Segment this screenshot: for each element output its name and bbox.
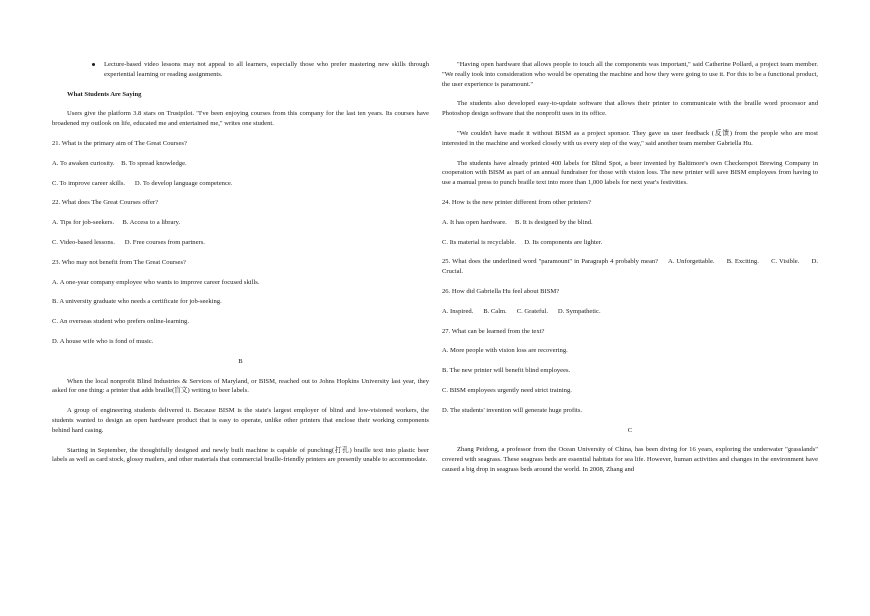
passage-b-paragraph-5: The students also developed easy-to-update software that allows their printer to communicate with the braille word processor and Photoshop design software that the nonprofit uses in its office. [442, 100, 818, 118]
question-27: 27. What can be learned from the text? [442, 327, 545, 335]
bullet-item [52, 60, 429, 80]
question-23-option-a: A. A one-year company employee who wants to improve career focused skills. [52, 278, 260, 286]
question-21: 21. What is the primary aim of The Great Courses? [52, 139, 187, 147]
section-heading: What Students Are Saying [67, 90, 142, 98]
passage-b-paragraph-1: When the local nonprofit Blind Industries & Services of Maryland, or BISM, reached out to Johns Hopkins University last year, they asked for one thing: a printer that adds braille(盲文) writing to beer labels. [52, 377, 429, 395]
question-21-options-cd: C. To improve career skills. D. To develop language competence. [52, 179, 233, 187]
paragraph-students: Users give the platform 3.8 stars on Trustpilot. "I've been enjoying courses from this company for the last ten years. Its courses have broadened my outlook on life, educated me and entertained me," writes one student. [52, 110, 429, 128]
section-label-b: B [238, 357, 243, 365]
question-27-option-a: A. More people with vision loss are recovering. [442, 347, 568, 355]
question-23-option-c: C. An overseas student who prefers online-learning. [52, 318, 189, 326]
bullet-dot-icon [92, 63, 95, 66]
passage-b-paragraph-3: Starting in September, the thoughtfully designed and newly built machine is capable of punching(打孔) braille text into plastic beer labels as well as card stock, glossy mailers, and other materials that commercial braille-friendly printers are presently unable to accommodate. [52, 446, 429, 464]
right-column [442, 60, 818, 485]
question-27-option-b: B. The new printer will benefit blind employees. [442, 367, 571, 375]
question-24: 24. How is the new printer different from other printers? [442, 198, 591, 206]
question-24-options-ab: A. It has open hardware. B. It is designed by the blind. [442, 218, 593, 226]
passage-b-paragraph-6: "We couldn't have made it without BISM as a project sponsor. They gave us user feedback (反馈) from the people who are most interested in the machine and worked closely with us every step of the way," said another team member Gabriella Hu. [442, 129, 818, 147]
passage-c-paragraph-1: Zhang Peidong, a professor from the Ocean University of China, has been diving for 16 years, exploring the underwater "grasslands" covered with seagrass. These seagrass beds are essential habitats for sea life. However, human activities and changes in the environment have caused a big drop in seagrass beds around the world. In 2008, Zhang and [442, 446, 818, 473]
section-label-c: C [627, 426, 633, 434]
passage-b-paragraph-2: A group of engineering students delivered it. Because BISM is the state's largest employer of blind and low-visioned workers, the students wanted to design an open hardware product that is easy to operate, unlike other printers that enclose their working components behind hard casing. [52, 407, 429, 434]
question-23-option-d: D. A house wife who is fond of music. [52, 337, 154, 345]
question-24-options-cd: C. Its material is recyclable. D. Its components are lighter. [442, 238, 603, 246]
question-23: 23. Who may not benefit from The Great Courses? [52, 258, 186, 266]
passage-b-paragraph-4: "Having open hardware that allows people to touch all the components was important," said Catherine Pollard, a project team member. "We really took into consideration who would be operating the machine and how they were going to use it. For this to be a functional product, the user experience is paramount." [442, 61, 818, 88]
question-26-options: A. Inspired. B. Calm. C. Grateful. D. Sympathetic. [442, 307, 601, 315]
question-27-option-d: D. The students' invention will generate huge profits. [442, 406, 583, 414]
left-column [52, 60, 429, 475]
question-22-options-cd: C. Video-based lessons. D. Free courses from partners. [52, 238, 205, 246]
bullet-text: Lecture-based video lessons may not appeal to all learners, especially those who prefer mastering new skills through experiential learning or reading assignments. [104, 61, 429, 78]
question-25: 25. What does the underlined word "paramount" in Paragraph 4 probably mean? A. Unforgettable. B. Exciting. C. Visible. D. Crucial. [442, 258, 820, 276]
question-26: 26. How did Gabriella Hu feel about BISM? [442, 287, 560, 295]
question-27-option-c: C. BISM employees urgently need strict training. [442, 386, 572, 394]
passage-b-paragraph-7: The students have already printed 400 labels for Blind Spot, a beer invented by Baltimore's own Checkerspot Brewing Company in cooperation with BISM as part of an annual fundraiser for those with vision loss. The new printer will save BISM employees from having to use a manual press to punch braille text into more than 1,000 labels for next year's festivities. [442, 159, 818, 187]
question-21-options-ab: A. To awaken curiosity. B. To spread knowledge. [52, 159, 187, 167]
question-23-option-b: B. A university graduate who needs a certificate for job-seeking. [52, 298, 222, 306]
question-22: 22. What does The Great Courses offer? [52, 199, 159, 207]
question-22-options-ab: A. Tips for job-seekers. B. Access to a library. [52, 219, 181, 227]
